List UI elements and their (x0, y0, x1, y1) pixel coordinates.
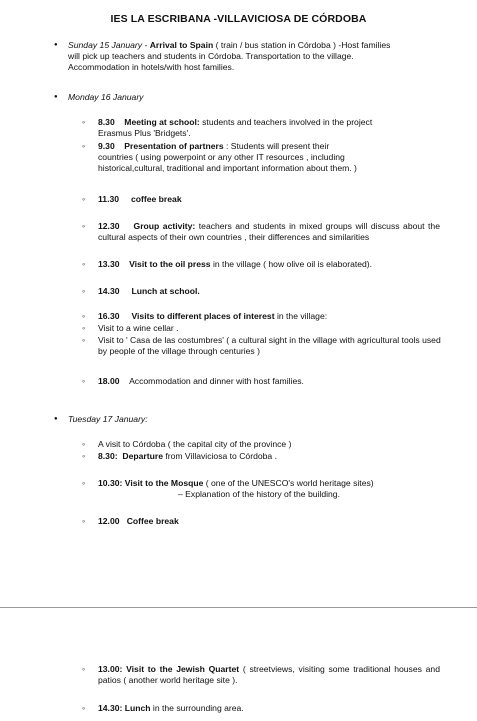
meeting-text-1: students and teachers involved in the project (199, 117, 373, 127)
lunch-time: 14.30 (98, 286, 120, 296)
group-text: teachers and students in mixed groups will discuss about the cultural aspects of their own countries , their differences and similarities (98, 221, 440, 243)
monday-meeting (98, 117, 440, 139)
presentation-time: 9.30 (98, 141, 115, 151)
meeting-title: Meeting at school: (124, 117, 200, 127)
sunday-line-3: Accommodation in hotels/with host families. (68, 62, 235, 73)
monday-coffee (98, 194, 182, 205)
tuesday-departure (98, 451, 277, 462)
coffee-title: coffee break (130, 194, 182, 204)
monday-date: ● Monday 16 January (68, 92, 143, 103)
places-time: 16.30 (98, 311, 120, 321)
departure-text: from Villaviciosa to Córdoba . (162, 451, 277, 461)
group-title: Group activity: (133, 221, 196, 231)
meeting-text-2: Erasmus Plus 'Bridgets'. (98, 128, 191, 139)
sunday-arrival: Arrival to Spain (149, 40, 214, 50)
sunday-date: Sunday 15 January (68, 40, 143, 50)
document-page-2 (0, 607, 477, 721)
presentation-text-2: countries ( using powerpoint or any other IT resources , including (98, 152, 345, 163)
places-text: in the village: (274, 311, 328, 321)
sunday-line-1 (68, 40, 448, 51)
meeting-time: 8.30 (98, 117, 115, 127)
group-time: 12.30 (98, 221, 120, 231)
coffee-time: 11.30 (98, 194, 120, 204)
monday-visit-wine: ◦ Visit to a wine cellar . (98, 323, 179, 334)
oil-time: 13.30 (98, 259, 120, 269)
oil-text: in the village ( how olive oil is elaborated). (210, 259, 373, 269)
tuesday-coffee (98, 516, 179, 527)
tuesday-lunch (98, 703, 244, 714)
tuesday-lunch-time: 14.30: (98, 703, 123, 713)
tuesday-coffee-title: Coffee break (126, 516, 179, 526)
dinner-text: Accommodation and dinner with host families. (129, 376, 304, 386)
tuesday-lunch-title: Lunch (124, 703, 151, 713)
tuesday-mosque (98, 478, 443, 500)
presentation-text-3: historical,cultural, traditional and important information about them. ) (98, 163, 357, 174)
sunday-sep: - (142, 40, 150, 50)
places-title: Visits to different places of interest (131, 311, 275, 321)
mosque-title: 10.30: Visit to the Mosque (98, 478, 204, 488)
monday-oil (98, 259, 448, 270)
document-title: IES LA ESCRIBANA -VILLAVICIOSA DE CÓRDOBA (110, 13, 367, 25)
departure-title: Departure (122, 451, 163, 461)
mosque-explanation: – Explanation of the history of the building. (178, 489, 340, 500)
presentation-title: Presentation of partners (124, 141, 224, 151)
monday-lunch (98, 286, 200, 297)
departure-time: 8.30: (98, 451, 118, 461)
jewish-text: ( streetviews, visiting some traditional houses and patios ( another world heritage site ). (98, 664, 440, 686)
jewish-title: 13.00: Visit to the Jewish Quartet (98, 664, 240, 674)
presentation-text-1: : Students will present their (223, 141, 330, 151)
monday-visit-costumbres: ◦ Visit to ' Casa de las costumbres' ( a cultural sight in the village with agricultural tools used by people of the village through centuries ) (98, 335, 443, 357)
tuesday-date: ● Tuesday 17 January: (68, 414, 148, 425)
monday-group (98, 221, 440, 243)
tuesday-lunch-text: in the surrounding area. (150, 703, 244, 713)
sunday-entry (68, 40, 448, 74)
tuesday-cordoba: ◦ A visit to Córdoba ( the capital city of the province ) (98, 439, 291, 450)
sunday-line1-rest: ( train / bus station in Córdoba ) -Host families (213, 40, 391, 50)
tuesday-jewish (98, 664, 440, 686)
monday-dinner (98, 376, 304, 387)
monday-presentation (98, 141, 440, 175)
sunday-line-2: will pick up teachers and students in Córdoba. Transportation to the village. (68, 51, 354, 62)
monday-places (98, 311, 327, 322)
mosque-text: ( one of the UNESCO's world heritage sites) (203, 478, 374, 488)
lunch-title: Lunch at school. (131, 286, 200, 296)
tuesday-coffee-time: 12.00 (98, 516, 120, 526)
dinner-time: 18.00 (98, 376, 120, 386)
oil-title: Visit to the oil press (129, 259, 211, 269)
